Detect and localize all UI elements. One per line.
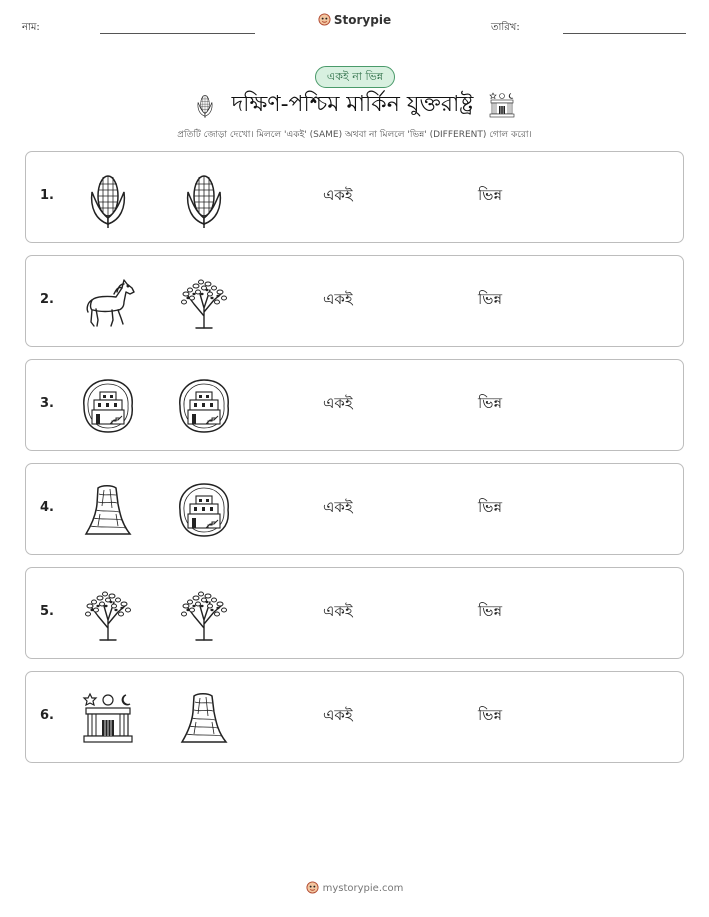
exercise-row xyxy=(25,151,684,243)
name-line[interactable] xyxy=(100,33,255,34)
horse-icon xyxy=(78,272,138,332)
exercise-number: 4. xyxy=(40,500,54,515)
page-title xyxy=(0,88,709,122)
shrub-icon xyxy=(78,584,138,644)
same-option[interactable]: একই xyxy=(323,290,353,308)
same-option[interactable]: একই xyxy=(323,602,353,620)
name-label: নাম: xyxy=(22,22,40,33)
different-option[interactable]: ভিন্ন xyxy=(478,186,503,204)
brand-name: Storypie xyxy=(333,13,392,27)
storypie-logo-icon xyxy=(318,13,331,26)
date-line[interactable] xyxy=(563,33,686,34)
corn-icon xyxy=(78,168,138,228)
date-label: তারিখ: xyxy=(491,22,520,33)
exercise-row xyxy=(25,567,684,659)
same-option[interactable]: একই xyxy=(323,498,353,516)
footer xyxy=(0,881,709,894)
cliff-dwelling-icon xyxy=(174,376,234,436)
cliff-dwelling-icon xyxy=(174,480,234,540)
ruins-temple-icon xyxy=(78,688,138,748)
exercise-number: 5. xyxy=(40,604,54,619)
ruins-temple-icon xyxy=(487,90,517,120)
mesa-rock-icon xyxy=(174,688,234,748)
exercise-number: 2. xyxy=(40,292,54,307)
exercise-number: 1. xyxy=(40,188,54,203)
shrub-icon xyxy=(174,584,234,644)
different-option[interactable]: ভিন্ন xyxy=(478,498,503,516)
mesa-rock-icon xyxy=(78,480,138,540)
different-option[interactable]: ভিন্ন xyxy=(478,290,503,308)
exercise-number: 6. xyxy=(40,708,54,723)
worksheet-type-badge: একই না ভিন্ন xyxy=(315,66,395,88)
storypie-logo-icon xyxy=(306,881,319,894)
footer-site[interactable]: mystorypie.com xyxy=(322,883,404,894)
exercise-number: 3. xyxy=(40,396,54,411)
different-option[interactable]: ভিন্ন xyxy=(478,602,503,620)
brand xyxy=(0,13,709,27)
cliff-dwelling-icon xyxy=(78,376,138,436)
exercise-row xyxy=(25,255,684,347)
exercise-row xyxy=(25,463,684,555)
shrub-icon xyxy=(174,272,234,332)
different-option[interactable]: ভিন্ন xyxy=(478,394,503,412)
exercise-row xyxy=(25,359,684,451)
title-text: দক্ষিণ-পশ্চিম মার্কিন যুক্তরাষ্ট্র xyxy=(231,92,474,117)
different-option[interactable]: ভিন্ন xyxy=(478,706,503,724)
same-option[interactable]: একই xyxy=(323,186,353,204)
exercise-row xyxy=(25,671,684,763)
corn-icon xyxy=(192,90,218,120)
same-option[interactable]: একই xyxy=(323,706,353,724)
corn-icon xyxy=(174,168,234,228)
same-option[interactable]: একই xyxy=(323,394,353,412)
instructions: প্রতিটি জোড়া দেখো। মিললে 'একই' (SAME) অথবা না মিললে 'ভিন্ন' (DIFFERENT) গোল করো। xyxy=(177,130,532,140)
